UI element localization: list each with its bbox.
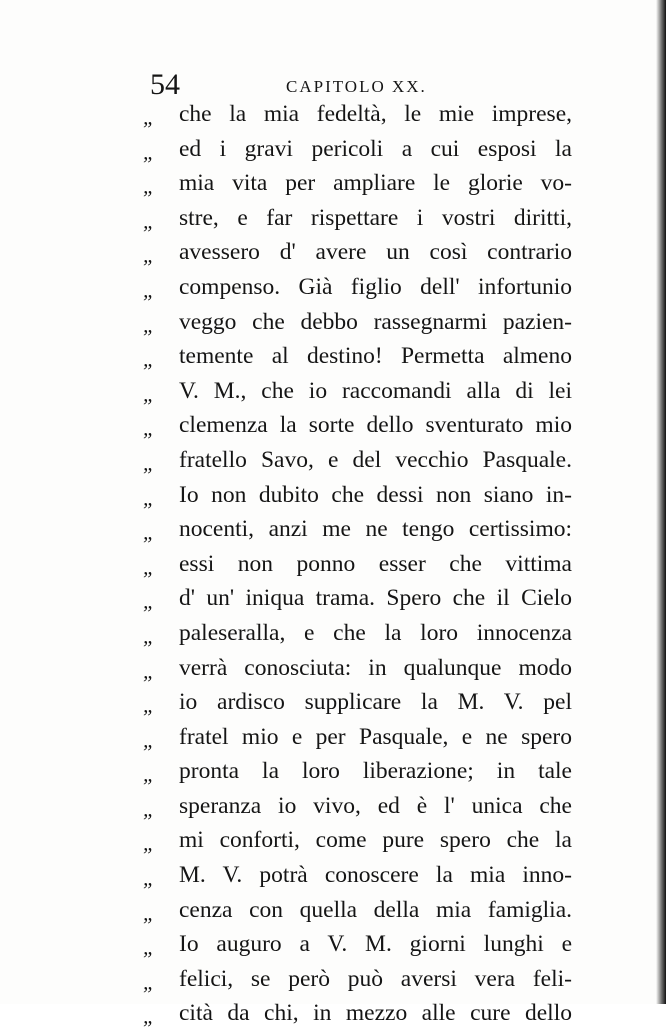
quotation-mark: „ <box>143 969 155 994</box>
text-line <box>143 443 583 478</box>
line-text: temente al destino! Permetta almeno <box>179 343 572 370</box>
quotation-mark: „ <box>143 554 155 579</box>
text-line <box>143 823 583 858</box>
text-line <box>143 547 583 582</box>
text-line <box>143 858 583 893</box>
text-line <box>143 996 583 1031</box>
quotation-mark: „ <box>143 727 155 752</box>
quotation-mark: „ <box>143 381 155 406</box>
line-text: essi non ponno esser che vittima <box>179 550 572 577</box>
quotation-mark: „ <box>143 277 155 302</box>
text-line <box>143 97 583 132</box>
text-line <box>143 305 583 340</box>
line-text: io ardisco supplicare la M. V. pel <box>179 689 572 716</box>
text-line <box>143 201 583 236</box>
quotation-mark: „ <box>143 935 155 960</box>
chapter-title: CAPITOLO XX. <box>286 77 427 96</box>
line-text: fratel mio e per Pasquale, e ne spero <box>179 723 572 750</box>
line-text: stre, e far rispettare i vostri diritti, <box>179 204 572 231</box>
text-line <box>143 339 583 374</box>
line-text: Io non dubito che dessi non siano in- <box>179 481 572 508</box>
quotation-mark: „ <box>143 416 155 441</box>
line-text: pronta la loro liberazione; in tale <box>179 758 572 785</box>
line-text: fratello Savo, e del vecchio Pasquale. <box>179 446 572 473</box>
line-text: avessero d' avere un così contrario <box>179 239 572 266</box>
text-line <box>143 478 583 513</box>
line-text: Io auguro a V. M. giorni lunghi e <box>179 931 572 958</box>
quotation-mark: „ <box>143 347 155 372</box>
line-text: cenza con quella della mia famiglia. <box>179 896 572 923</box>
line-text: cità da chi, in mezzo alle cure dello <box>179 1000 572 1027</box>
text-line <box>143 581 583 616</box>
quotation-mark: „ <box>143 485 155 510</box>
line-text: clemenza la sorte dello sventurato mio <box>179 412 572 439</box>
text-line <box>143 893 583 928</box>
text-line <box>143 651 583 686</box>
quotation-mark: „ <box>143 208 155 233</box>
text-line <box>143 270 583 305</box>
text-line <box>143 685 583 720</box>
text-line <box>143 789 583 824</box>
quotation-mark: „ <box>143 139 155 164</box>
quotation-mark: „ <box>143 105 155 129</box>
text-line <box>143 927 583 962</box>
text-line <box>143 235 583 270</box>
quotation-mark: „ <box>143 866 155 891</box>
text-line <box>143 408 583 443</box>
line-text: verrà conosciuta: in qualunque modo <box>179 654 572 681</box>
line-text: M. V. potrà conoscere la mia inno- <box>179 862 572 889</box>
quotation-mark: „ <box>143 174 155 199</box>
line-text: compenso. Già figlio dell' infortunio <box>179 273 572 300</box>
text-line <box>143 512 583 547</box>
quotation-mark: „ <box>143 796 155 821</box>
text-line <box>143 962 583 997</box>
line-text: nocenti, anzi me ne tengo certissimo: <box>179 516 572 543</box>
quotation-mark: „ <box>143 658 155 683</box>
text-block <box>143 97 583 1031</box>
text-line <box>143 374 583 409</box>
line-text: speranza io vivo, ed è l' unica che <box>179 792 572 819</box>
text-line <box>143 166 583 201</box>
line-text: paleseralla, e che la loro innocenza <box>179 619 572 646</box>
line-text: d' un' iniqua trama. Spero che il Cielo <box>179 585 572 612</box>
line-text: V. M., che io raccomandi alla di lei <box>179 377 572 404</box>
line-text: veggo che debbo rassegnarmi pazien- <box>179 308 572 335</box>
quotation-mark: „ <box>143 762 155 787</box>
quotation-mark: „ <box>143 312 155 337</box>
line-text: mia vita per ampliare le glorie vo- <box>179 170 572 197</box>
quotation-mark: „ <box>143 900 155 925</box>
quotation-mark: „ <box>143 623 155 648</box>
quotation-mark: „ <box>143 831 155 856</box>
text-line <box>143 616 583 651</box>
quotation-mark: „ <box>143 589 155 614</box>
quotation-mark: „ <box>143 693 155 718</box>
binding-edge-shadow <box>656 0 666 1004</box>
text-line <box>143 754 583 789</box>
text-line <box>143 720 583 755</box>
page-number: 54 <box>150 68 180 101</box>
text-line <box>143 132 583 167</box>
quotation-mark: „ <box>143 243 155 268</box>
quotation-mark: „ <box>143 1004 155 1029</box>
quotation-mark: „ <box>143 520 155 545</box>
line-text: che la mia fedeltà, le mie imprese, <box>179 101 572 127</box>
line-text: felici, se però può aversi vera feli- <box>179 965 572 992</box>
line-text: mi conforti, come pure spero che la <box>179 827 572 854</box>
quotation-mark: „ <box>143 450 155 475</box>
line-text: ed i gravi pericoli a cui esposi la <box>179 135 572 162</box>
